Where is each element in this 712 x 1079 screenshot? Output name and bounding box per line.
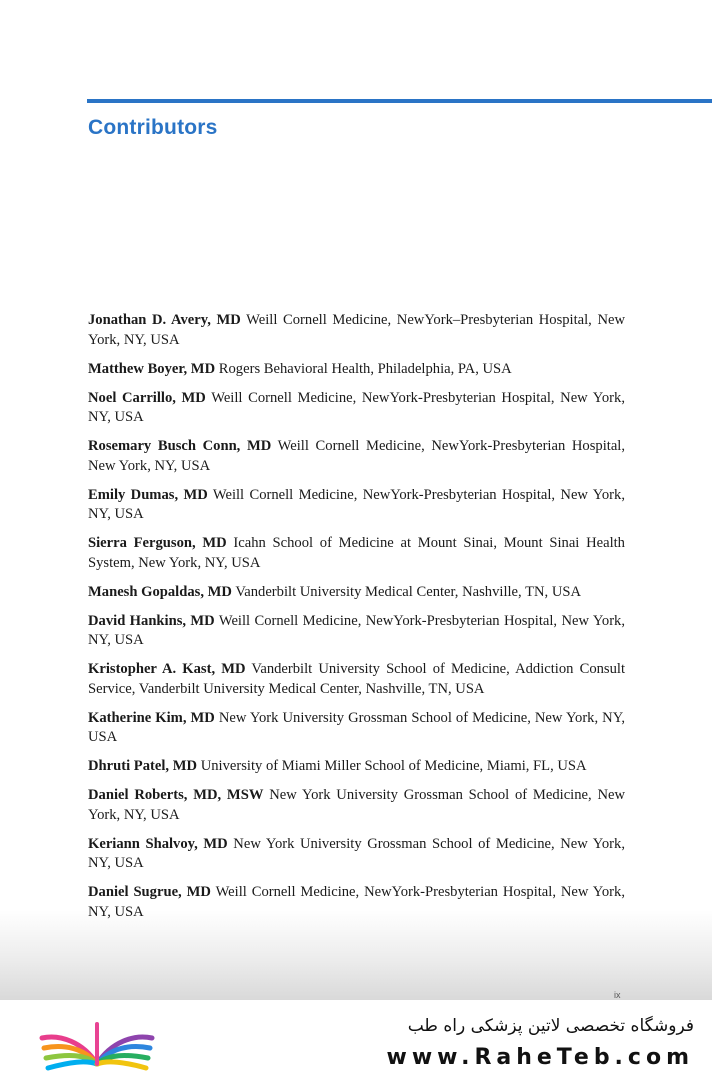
contributor-affiliation: Icahn School of Medicine at Mount Sinai, Mount Sinai Health System, New York, NY, USA bbox=[88, 535, 625, 571]
contributor-name: Katherine Kim, MD bbox=[88, 709, 215, 726]
watermark-footer bbox=[0, 1000, 712, 1079]
contributor-entry bbox=[88, 311, 625, 350]
contributor-affiliation: University of Miami Miller School of Medicine, Miami, FL, USA bbox=[200, 758, 587, 774]
contributor-affiliation: New York University Grossman School of Medicine, New York, NY, USA bbox=[88, 787, 625, 823]
contributor-name: Jonathan D. Avery, MD bbox=[88, 312, 241, 328]
contributor-entry bbox=[88, 786, 625, 825]
open-book-logo-icon bbox=[38, 1012, 156, 1076]
contributor-entry bbox=[88, 360, 625, 380]
contributor-affiliation: New York University Grossman School of Medicine, New York, NY, USA bbox=[88, 709, 625, 745]
contributor-entry bbox=[88, 437, 625, 476]
contributor-name: Matthew Boyer, MD bbox=[88, 360, 216, 377]
contributor-name: Rosemary Busch Conn, MD bbox=[88, 438, 272, 454]
contributor-name: Daniel Sugrue, MD bbox=[88, 884, 211, 900]
contributor-entry bbox=[88, 612, 625, 651]
contributor-entry bbox=[88, 583, 625, 603]
contributor-entry bbox=[88, 835, 625, 874]
contributor-name: Keriann Shalvoy, MD bbox=[88, 835, 228, 852]
contributor-entry bbox=[88, 660, 625, 699]
contributor-name: Manesh Gopaldas, MD bbox=[88, 583, 232, 600]
contributor-name: Kristopher A. Kast, MD bbox=[88, 661, 246, 677]
contributor-entry bbox=[88, 534, 625, 573]
contributor-entry bbox=[88, 757, 625, 777]
contributor-name: Emily Dumas, MD bbox=[88, 486, 208, 503]
contributor-name: David Hankins, MD bbox=[88, 612, 215, 629]
contributor-affiliation: New York University Grossman School of Medicine, New York, NY, USA bbox=[88, 835, 625, 871]
contributor-entry bbox=[88, 389, 625, 428]
page-number: ix bbox=[614, 990, 621, 1000]
contributor-list bbox=[88, 311, 625, 932]
contributor-name: Sierra Ferguson, MD bbox=[88, 535, 227, 551]
contributor-affiliation: Vanderbilt University Medical Center, Nashville, TN, USA bbox=[235, 583, 582, 600]
contributor-name: Noel Carrillo, MD bbox=[88, 389, 206, 406]
contributor-name: Daniel Roberts, MD, MSW bbox=[88, 787, 264, 803]
contributor-affiliation: Weill Cornell Medicine, NewYork-Presbyterian Hospital, New York, NY, USA bbox=[88, 486, 625, 522]
page-title: Contributors bbox=[88, 116, 218, 139]
contributor-name: Dhruti Patel, MD bbox=[88, 758, 198, 774]
shop-url: www.RaheTeb.com bbox=[386, 1045, 694, 1070]
contributor-affiliation: Weill Cornell Medicine, NewYork–Presbyterian Hospital, New York, NY, USA bbox=[88, 312, 626, 348]
contributor-affiliation: Weill Cornell Medicine, NewYork-Presbyterian Hospital, New York, NY, USA bbox=[88, 438, 625, 474]
contributor-affiliation: Vanderbilt University School of Medicine, Addiction Consult Service, Vanderbilt University Medical Center, Nashville, TN, USA bbox=[88, 661, 625, 697]
contributor-entry bbox=[88, 709, 625, 748]
header-rule bbox=[87, 99, 712, 103]
contributor-affiliation: Rogers Behavioral Health, Philadelphia, PA, USA bbox=[218, 360, 512, 377]
contributor-affiliation: Weill Cornell Medicine, NewYork-Presbyterian Hospital, New York, NY, USA bbox=[88, 884, 625, 920]
contributor-affiliation: Weill Cornell Medicine, NewYork-Presbyterian Hospital, New York, NY, USA bbox=[88, 389, 625, 425]
shop-name: فروشگاه تخصصی لاتین پزشکی راه طب bbox=[407, 1016, 694, 1036]
contributor-entry bbox=[88, 486, 625, 525]
contributor-entry bbox=[88, 883, 625, 922]
contributor-affiliation: Weill Cornell Medicine, NewYork-Presbyterian Hospital, New York, NY, USA bbox=[88, 612, 625, 648]
